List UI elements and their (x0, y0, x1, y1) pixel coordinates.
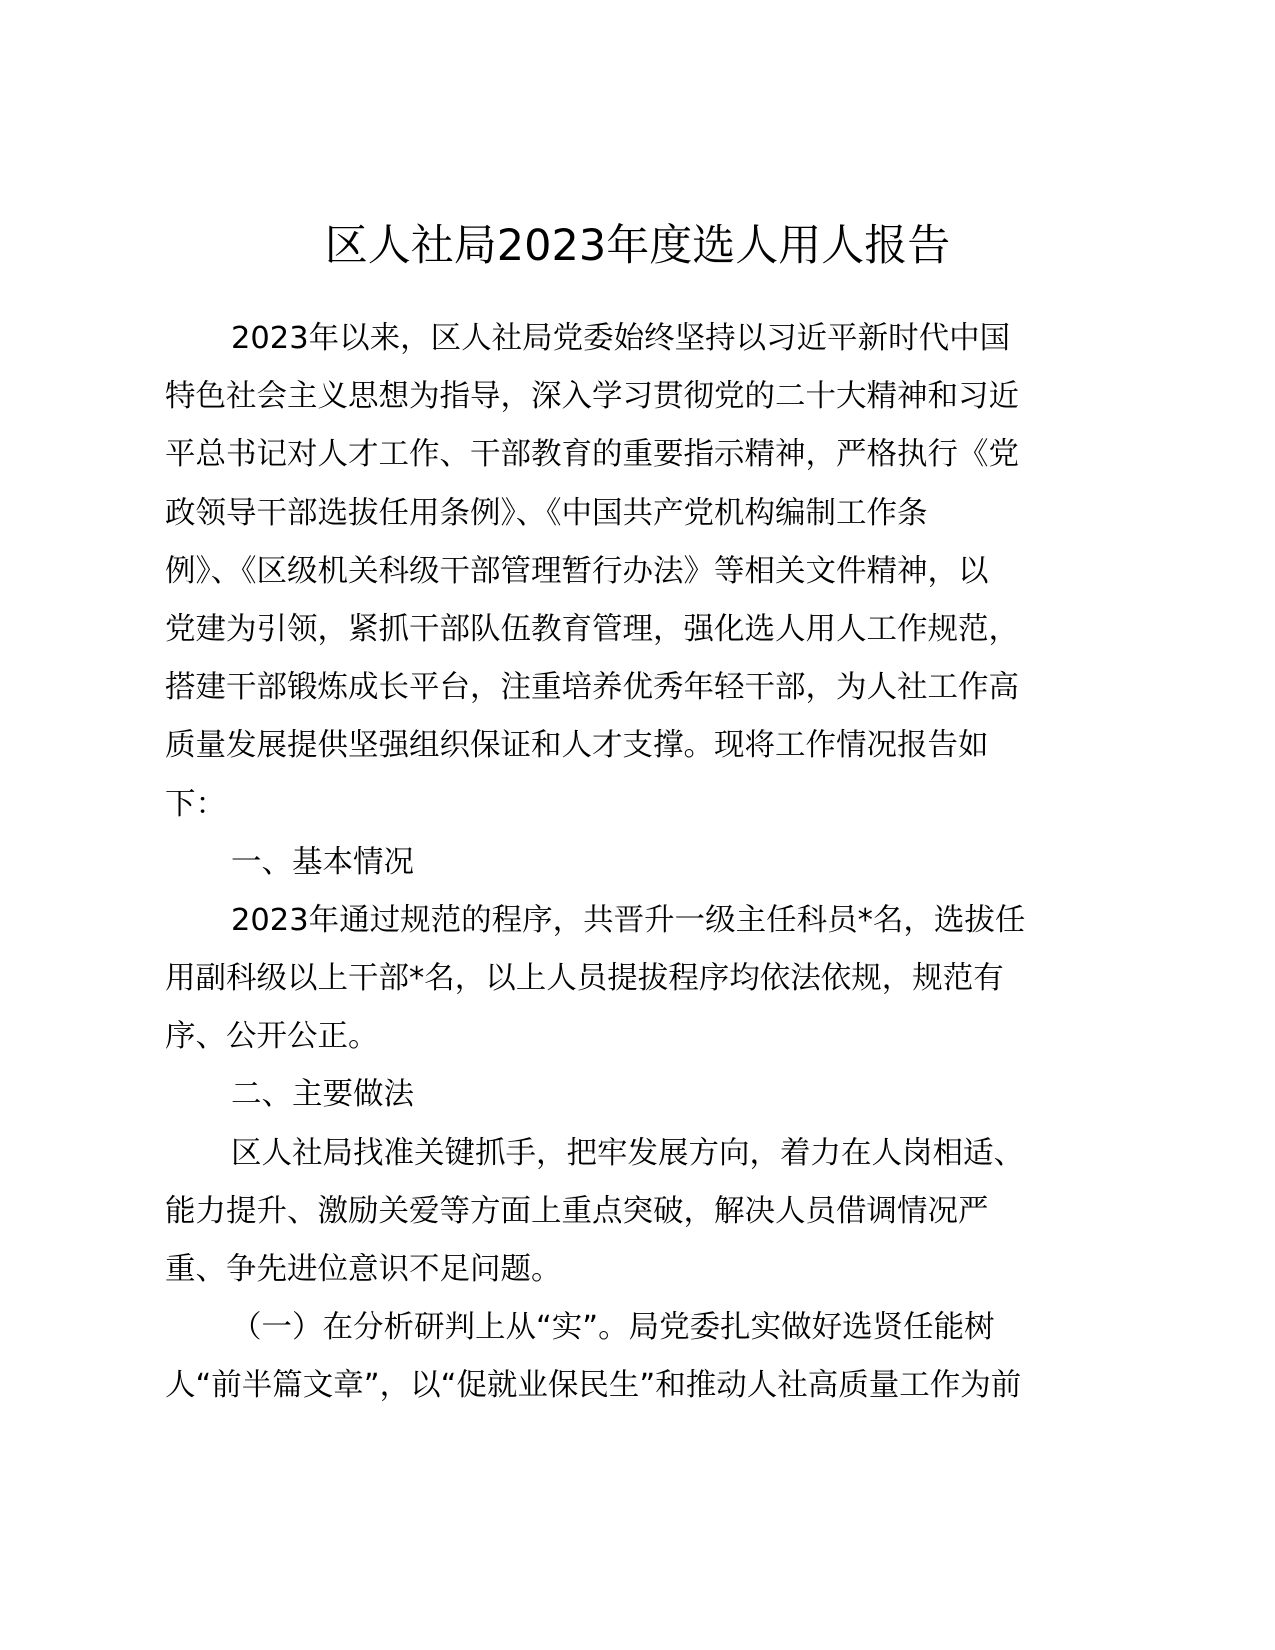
paragraph-basic-line: 2023年通过规范的程序，共晋升一级主任科员*名，选拔任 (231, 902, 1026, 938)
paragraph-basic-line: 用副科级以上干部*名，以上人员提拔程序均依法依规，规范有 (165, 961, 1004, 997)
paragraph-basic-line: 序、公开公正。 (165, 1019, 379, 1055)
document-body (165, 310, 1095, 1416)
paragraph-intro-line: 特色社会主义思想为指导，深入学习贯彻党的二十大精神和习近 (165, 379, 1019, 415)
paragraph-intro-line: 政领导干部选拔任用条例》、《中国共产党机构编制工作条 (165, 495, 928, 531)
paragraph-intro-line: 党建为引领，紧抓干部队伍教育管理，强化选人用人工作规范， (165, 611, 1019, 647)
paragraph-practices-line: 区人社局找准关键抓手，把牢发展方向，着力在人岗相适、 (231, 1135, 1024, 1171)
section-heading-basic: 一、基本情况 (231, 844, 414, 880)
paragraph-practices-line: 能力提升、激励关爱等方面上重点突破，解决人员借调情况严 (165, 1193, 989, 1229)
paragraph-intro-line: 例》、《区级机关科级干部管理暂行办法》等相关文件精神，以 (165, 553, 989, 589)
paragraph-analysis-line: 人“前半篇文章”，以“促就业保民生”和推动人社高质量工作为前 (165, 1368, 1022, 1404)
paragraph-analysis-line: （一）在分析研判上从“实”。局党委扎实做好选贤任能树 (231, 1310, 995, 1346)
document-title: 区人社局2023年度选人用人报告 (324, 221, 951, 271)
paragraph-intro-line: 平总书记对人才工作、干部教育的重要指示精神，严格执行《党 (165, 437, 1019, 473)
paragraph-intro-line: 质量发展提供坚强组织保证和人才支撑。现将工作情况报告如 (165, 728, 989, 764)
paragraph-intro-line: 2023年以来，区人社局党委始终坚持以习近平新时代中国 (231, 321, 1011, 356)
section-heading-practices: 二、主要做法 (231, 1077, 414, 1113)
paragraph-intro-line: 下： (165, 786, 226, 822)
paragraph-intro-line: 搭建干部锻炼成长平台，注重培养优秀年轻干部，为人社工作高 (165, 670, 1019, 706)
paragraph-practices-line: 重、争先进位意识不足问题。 (165, 1252, 562, 1287)
